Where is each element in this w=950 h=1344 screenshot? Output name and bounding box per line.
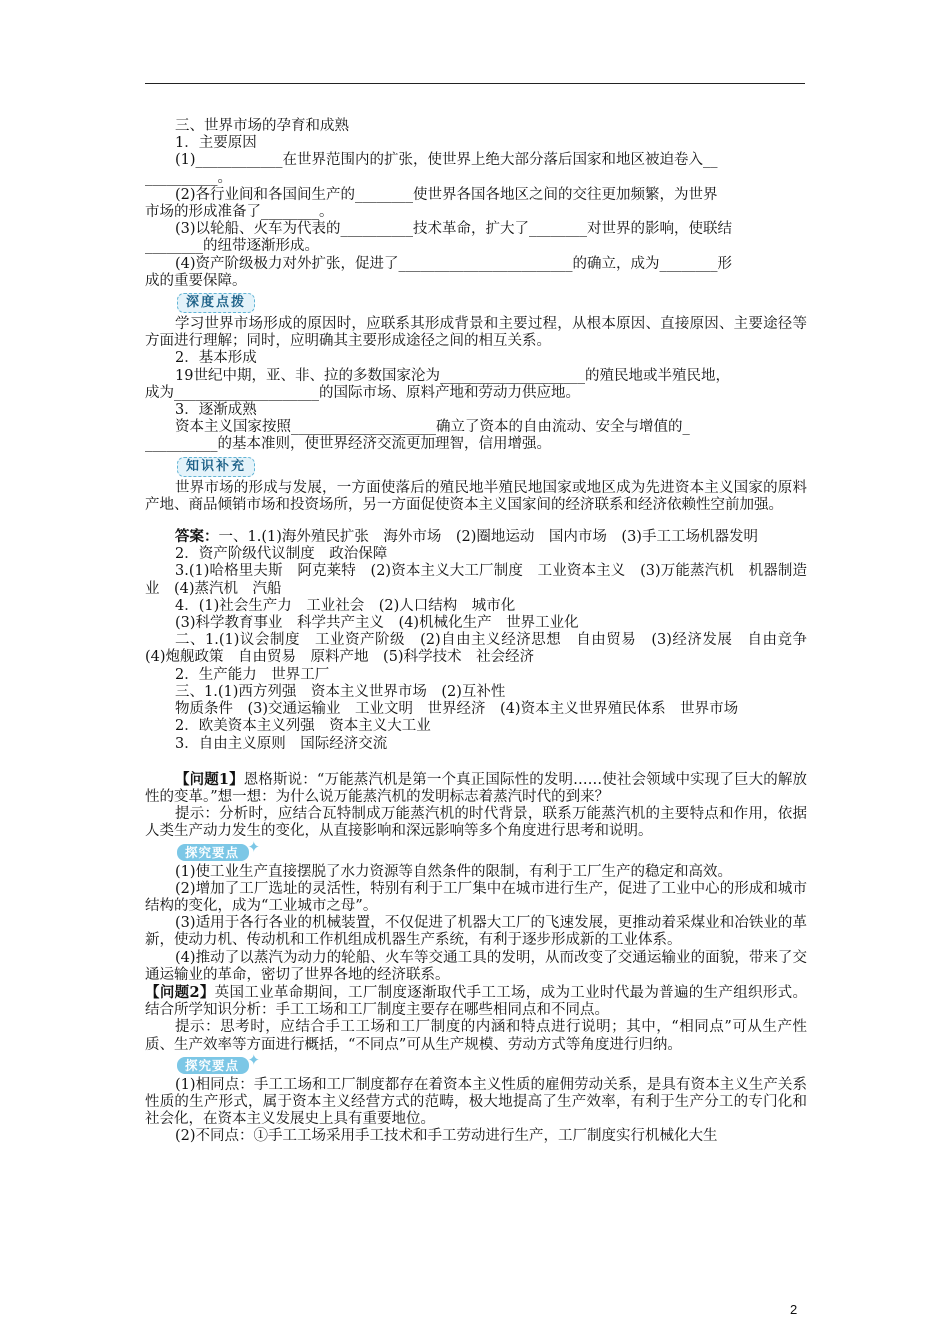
answer-line: 3．自由主义原则 国际经济交流: [175, 735, 388, 752]
explore-point: (1)相同点：手工工场和工厂制度都存在着资本主义性质的雇佣劳动关系，是具有资本主义生产关系性质的生产形式，属于资本主义经营方式的范畴，极大地提高了生产效率，有利于生产分工的专门化和社会化，在资本主义发展史上具有重要地位。: [145, 1076, 807, 1128]
explore-point: (2)不同点：①手工工场采用手工技术和手工劳动进行生产，工厂制度实行机械化大生: [175, 1128, 718, 1145]
answer-line: 三、1.(1)西方列强 资本主义世界市场 (2)互补性: [175, 683, 506, 700]
fill-line: 19世纪中期，亚、非、拉的多数国家沦为____________________的殖民地或半殖民地，: [175, 367, 730, 384]
question-2: [145, 984, 807, 1019]
question-hint: 提示：分析时，应结合瓦特制成万能蒸汽机的时代背景，联系万能蒸汽机的主要特点和作用，依据人类生产动力发生的变化，从直接影响和深远影响等多个角度进行思考和说明。: [145, 806, 807, 840]
fill-line: (4)资产阶级极力对外扩张，促进了________________________的确立，成为________形: [175, 255, 733, 272]
fill-line: (1)____________在世界范围内的扩张，使世界上绝大部分落后国家和地区被迫卷入__: [175, 152, 718, 169]
depth-tag: 深度点拨: [177, 293, 255, 313]
answer-text: 一、1.(1)海外殖民扩张 海外市场 (2)圈地运动 国内市场 (3)手工工场机器发明: [218, 529, 758, 546]
explore-point: (4)推动了以蒸汽为动力的轮船、火车等交通工具的发明，从而改变了交通运输业的面貌，带来了交通运输业的革命，密切了世界各地的经济联系。: [145, 949, 807, 983]
question-label: 【问题2】: [145, 983, 215, 1001]
explore-tag-label: 探究要点: [185, 844, 240, 860]
answer-line: 2．欧美资本主义列强 资本主义大工业: [175, 718, 431, 735]
depth-text: 学习世界市场形成的原因时，应联系其形成背景和主要过程，从根本原因、直接原因、主要途径等方面进行理解；同时，应明确其主要形成途径之间的相互关系。: [145, 316, 807, 350]
question-text: 恩格斯说：“万能蒸汽机是第一个真正国际性的发明……使社会领域中实现了巨大的解放性的变革。”想一想：为什么说万能蒸汽机的发明标志着蒸汽时代的到来？: [145, 771, 807, 805]
section-title: 三、世界市场的孕育和成熟: [175, 118, 349, 134]
explore-tag-label: 探究要点: [185, 1057, 240, 1073]
question-text: 英国工业革命期间，工厂制度逐渐取代手工工场，成为工业时代最为普遍的生产组织形式。结合所学知识分析：手工工场和工厂制度主要存在哪些相同点和不同点。: [145, 984, 807, 1019]
answer-line: 2．资产阶级代议制度 政治保障: [175, 546, 388, 563]
answer-line: 2．生产能力 世界工厂: [175, 666, 330, 683]
answer-line: 物质条件 (3)交通运输业 工业文明 世界经济 (4)资本主义世界殖民体系 世界市场: [175, 701, 739, 718]
header-rule: [145, 83, 805, 84]
subsection-heading: 3．逐渐成熟: [175, 402, 257, 419]
fill-line: (3)以轮船、火车为代表的__________技术革命，扩大了________对世界的影响，使联结: [175, 221, 733, 238]
document-body: [145, 118, 822, 1146]
explore-point: (1)使工业生产直接摆脱了水力资源等自然条件的限制，有利于工厂生产的稳定和高效。: [175, 863, 733, 880]
explore-tag: [177, 837, 262, 861]
page-number: 2: [790, 1302, 798, 1317]
answer-line: 4．(1)社会生产力 工业社会 (2)人口结构 城市化: [175, 597, 516, 614]
explore-point: (3)适用于各行各业的机械装置，不仅促进了机器大工厂的飞速发展，更推动着采煤业和冶铁业的革新，使动力机、传动机和工作机组成机器生产系统，有利于逐步形成新的工业体系。: [145, 915, 807, 949]
fill-line: ________的纽带逐渐形成。: [145, 238, 319, 255]
fill-line: __________的基本准则，使世界经济交流更加理智，信用增强。: [145, 436, 551, 453]
answer-line: 3.(1)哈格里夫斯 阿克莱特 (2)资本主义大工厂制度 工业资本主义 (3)万能蒸汽机 机器制造业 (4)蒸汽机 汽船: [145, 563, 807, 597]
fill-line: 成为____________________的国际市场、原料产地和劳动力供应地。: [145, 384, 580, 401]
question-hint: 提示：思考时，应结合手工工场和工厂制度的内涵和特点进行说明；其中，“相同点”可从生产性质、生产效率等方面进行概括，“不同点”可从生产规模、劳动方式等角度进行归纳。: [145, 1019, 807, 1053]
knowledge-tag: 知识补充: [177, 457, 255, 477]
sparkle-icon: ✦: [247, 837, 262, 856]
answer-line: [145, 528, 807, 546]
fill-line: 成的重要保障。: [145, 272, 247, 289]
fill-line: 资本主义国家按照____________________确立了资本的自由流动、安全与增值的_: [175, 419, 690, 436]
subsection-heading: 1．主要原因: [175, 135, 257, 152]
subsection-heading: 2．基本形成: [175, 350, 257, 367]
question-label: 【问题1】: [175, 770, 244, 788]
fill-line: 市场的形成准备了________。: [145, 204, 334, 221]
answer-line: 二、1.(1)议会制度 工业资产阶级 (2)自由主义经济思想 自由贸易 (3)经济发展 自由竞争 (4)炮舰政策 自由贸易 原料产地 (5)科学技术 社会经济: [145, 632, 822, 666]
knowledge-text: 世界市场的形成与发展，一方面使落后的殖民地半殖民地国家或地区成为先进资本主义国家的原料产地、商品倾销市场和投资场所，另一方面促使资本主义国家间的经济联系和经济依赖性空前加强。: [145, 479, 807, 513]
question-1: [145, 771, 807, 806]
explore-tag: [177, 1050, 262, 1074]
answer-label: 答案：: [175, 528, 219, 546]
fill-line: (2)各行业间和各国间生产的________使世界各国各地区之间的交往更加频繁，为世界: [175, 186, 718, 203]
answer-line: (3)科学教育事业 科学共产主义 (4)机械化生产 世界工业化: [175, 615, 579, 632]
sparkle-icon: ✦: [247, 1050, 262, 1069]
explore-point: (2)增加了工厂选址的灵活性，特别有利于工厂集中在城市进行生产，促进了工业中心的形成和城市结构的变化，成为“工业城市之母”。: [145, 880, 807, 914]
fill-line: __________。: [145, 169, 232, 186]
